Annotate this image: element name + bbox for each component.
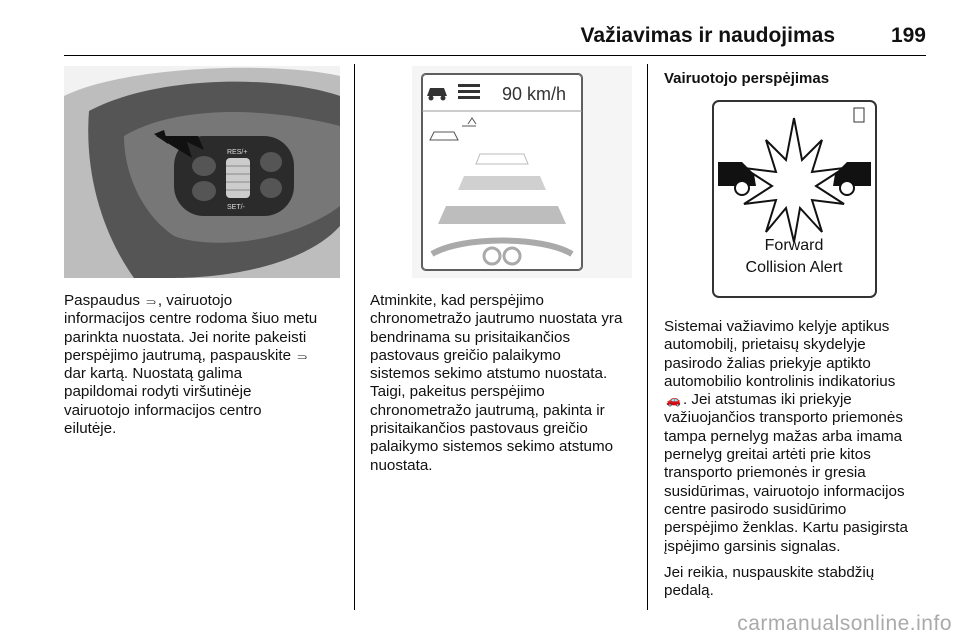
page-header (0, 16, 960, 56)
col1-text: Paspaudus ⥰ , vairuotojo informacijos centre rodoma šiuo metu parinkta nuostata. Jei norite pakeisti perspėjimo jautrumą, paspauskite ⥰ dar kartą. Nuostatą galima papildomai rodyti viršutinėje vairuotojo informacijos centro eilutėje. (64, 292, 318, 438)
collision-alert-figure (712, 100, 877, 298)
column-divider-1 (354, 64, 355, 610)
display-speed: 90 km/h (502, 84, 567, 104)
vehicle-ahead-icon: 🚗 (666, 393, 681, 408)
cluster-display-figure (412, 66, 632, 278)
page-number: 199 (890, 24, 926, 47)
section-heading: Vairuotojo perspėjimas (664, 70, 830, 87)
follow-distance-icon: ⥰ (297, 348, 307, 363)
column-divider-2 (647, 64, 648, 610)
alert-text-1: Forward (764, 237, 824, 254)
follow-distance-icon: ⥰ (146, 294, 156, 308)
watermark: carmanualsonline.info (737, 612, 952, 635)
header-rule (64, 55, 926, 56)
col2-text: Atminkite, kad perspėjimo chronometražo jautrumo nuostata yra bendrinama su prisitaikančios pastovaus greičio palaikymo sistemos sekimo atstumo nuostata. Taigi, pakeitus perspėjimo chronometražo jautrumą, pakinta ir prisitaikančios pastovaus greičio palaikymo sistemos sekimo atstumo nuostata. (370, 292, 623, 474)
section-title: Važiavimas ir naudojimas (580, 24, 835, 47)
steering-wheel-figure (64, 66, 340, 278)
wheel-label-set: SET/- (227, 204, 245, 211)
wheel-label-res: RES/+ (227, 149, 248, 156)
alert-text-2: Collision Alert (745, 259, 843, 276)
distance-bars-icon (458, 84, 480, 99)
col3-text: Sistemai važiavimo kelyje aptikus automobilį, prietaisų skydelyje pasirodo žalias priekyje aptikto automobilio kontrolinis indikatorius 🚗 . Jei atstumas iki priekyje važiuojančios transporto priemonės tampa pernelyg mažas arba imama pernelyg greitai artėti prie kitos transporto priemonės ir gresia susidūrimas, vairuotojo informacijos centre pasirodo susidūrimo perspėjimo ženklas. Kartu pasigirsta įspėjimo garsinis signalas. Jei reikia, nuspauskite stabdžių pedalą. (664, 318, 908, 600)
